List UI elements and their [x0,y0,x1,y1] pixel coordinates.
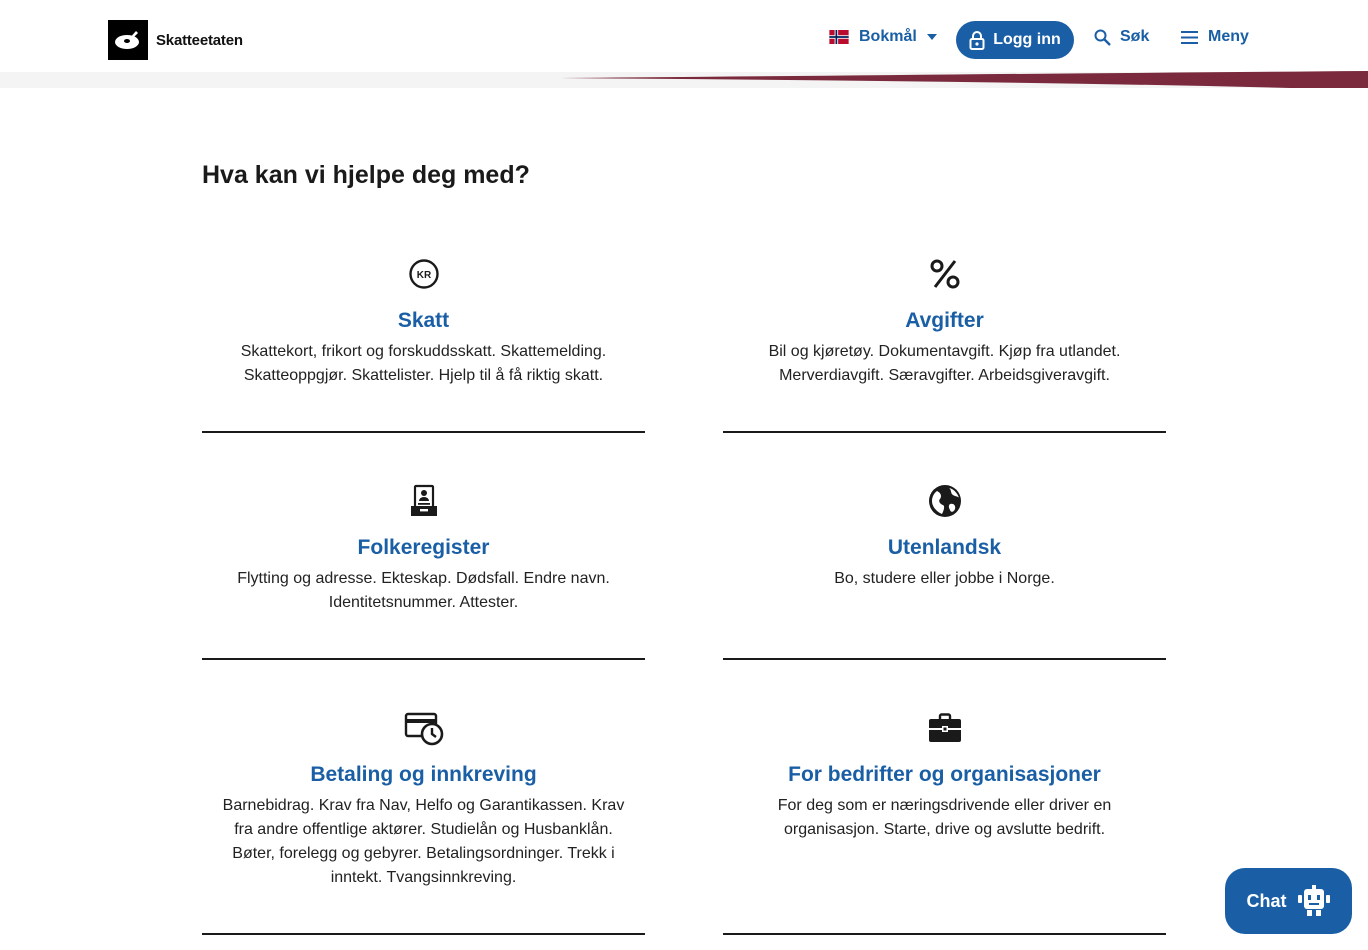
globe-icon [723,481,1166,521]
card-title[interactable]: Betaling og innkreving [310,763,537,786]
language-selector[interactable] [829,28,937,46]
card-title[interactable]: Skatt [397,309,450,332]
login-button[interactable] [956,21,1074,59]
logo-text: Skatteetaten [156,31,243,49]
card-title[interactable]: Avgifter [905,309,984,332]
chevron-down-icon [927,34,937,40]
percent-icon [723,254,1166,294]
card-description: Skattekort, frikort og forskuddsskatt. Skattemelding. Skatteoppgjør. Skattelister. Hjelp til å få riktig skatt. [240,343,607,384]
card-for-bedrifter-og-organisasjoner[interactable] [723,708,1166,842]
card-divider [723,431,1166,433]
card-divider [723,658,1166,660]
card-avgifter[interactable] [723,254,1166,388]
card-description: Bil og kjøretøy. Dokumentavgift. Kjøp fra utlandet. Merverdiavgift. Særavgifter. Arbeidsgiveravgift. [768,343,1121,384]
card-skatt[interactable] [202,254,645,388]
card-divider [202,431,645,433]
card-description: For deg som er næringsdrivende eller driver en organisasjon. Starte, drive og avslutte bedrift. [777,797,1112,838]
card-description: Bo, studere eller jobbe i Norge. [834,570,1055,587]
chat-label: Chat [1246,890,1287,911]
menu-label: Meny [1208,28,1249,45]
card-folkeregister[interactable] [202,481,645,615]
search-button[interactable] [1094,28,1149,46]
card-betaling-og-innkreving[interactable] [202,708,645,890]
hamburger-icon [1181,31,1198,44]
skatteetaten-logo[interactable] [108,20,243,60]
logo-mark-icon [108,20,148,60]
briefcase-icon [723,708,1166,748]
card-description: Flytting og adresse. Ekteskap. Dødsfall. Endre navn. Identitetsnummer. Attester. [237,570,610,611]
lock-icon [969,31,985,50]
card-description: Barnebidrag. Krav fra Nav, Helfo og Garantikassen. Krav fra andre offentlige aktører. Studielån og Husbanklån. Bøter, forelegg og gebyrer. Betalingsordninger. Trekk i inntekt. Tvangsinnkreving. [222,797,625,886]
card-utenlandsk[interactable] [723,481,1166,591]
card-divider [723,933,1166,935]
payment-clock-icon [202,708,645,748]
chatbot-robot-icon [1297,885,1331,917]
card-title[interactable]: Folkeregister [357,536,490,559]
card-divider [202,658,645,660]
norway-flag-icon [829,30,849,44]
language-label: Bokmål [859,28,917,45]
card-title[interactable]: Utenlandsk [887,536,1002,559]
card-title[interactable]: For bedrifter og organisasjoner [788,763,1101,786]
login-label: Logg inn [993,31,1061,48]
page-heading: Hva kan vi hjelpe deg med? [202,161,530,189]
header-swoosh-decoration [0,70,1368,88]
menu-button[interactable] [1181,28,1249,46]
search-icon [1094,29,1111,46]
chat-button[interactable] [1225,868,1352,934]
kr-coin-icon [202,254,645,294]
site-header [0,0,1368,88]
svg-text:KR: KR [416,270,431,281]
register-icon [202,481,645,521]
search-label: Søk [1120,28,1150,45]
card-divider [202,933,645,935]
